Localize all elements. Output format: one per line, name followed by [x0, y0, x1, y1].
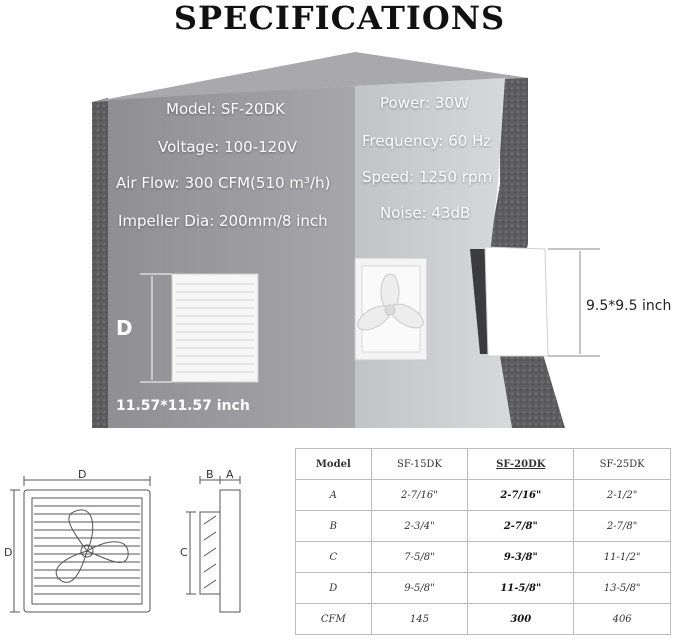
spec-power: Power: 30W: [380, 94, 469, 112]
spec-noise: Noise: 43dB: [380, 204, 471, 222]
table-cell: 2-7/8": [468, 511, 574, 542]
product-illustration: [0, 44, 679, 428]
table-header: SF-15DK: [371, 449, 468, 480]
spec-speed: Speed: 1250 rpm: [362, 168, 493, 186]
table-row: [296, 573, 671, 604]
table-cell: 145: [371, 604, 468, 635]
duct: [485, 247, 548, 356]
table-cell: D: [296, 573, 372, 604]
spec-airflow: Air Flow: 300 CFM(510 m³/h): [116, 174, 331, 192]
side-c-label: C: [180, 546, 188, 559]
front-d-side-label: D: [4, 546, 13, 559]
table-row: [296, 480, 671, 511]
table-cell: 406: [574, 604, 671, 635]
spec-frequency: Frequency: 60 Hz: [362, 132, 492, 150]
technical-section: [0, 428, 679, 640]
side-b-label: B: [206, 468, 214, 481]
table-cell: 7-5/8": [371, 542, 468, 573]
dimensions-table: [295, 448, 671, 635]
duct-size-label: 9.5*9.5 inch: [586, 298, 672, 314]
table-cell: 9-5/8": [371, 573, 468, 604]
page-title: SPECIFICATIONS: [173, 0, 506, 37]
table-cell: 9-3/8": [468, 542, 574, 573]
table-cell: 2-7/16": [468, 480, 574, 511]
table-header-row: [296, 449, 671, 480]
table-cell: 11-5/8": [468, 573, 574, 604]
wall-edge-left: [92, 98, 108, 428]
technical-drawing: [0, 428, 290, 640]
d-dimension-label: D: [116, 316, 133, 340]
table-cell: C: [296, 542, 372, 573]
table-row: [296, 604, 671, 635]
table-cell: 2-7/16": [371, 480, 468, 511]
table-cell: 11-1/2": [574, 542, 671, 573]
table-row: [296, 511, 671, 542]
wall-scene: [0, 44, 679, 428]
louver-grille: [172, 274, 258, 382]
front-size-label: 11.57*11.57 inch: [116, 398, 250, 414]
table-row: [296, 542, 671, 573]
table-cell: 300: [468, 604, 574, 635]
table-header: SF-25DK: [574, 449, 671, 480]
table-cell: CFM: [296, 604, 372, 635]
table-header: SF-20DK: [468, 449, 574, 480]
spec-impeller: Impeller Dia: 200mm/8 inch: [118, 212, 328, 230]
table-cell: A: [296, 480, 372, 511]
table-cell: 2-1/2": [574, 480, 671, 511]
table-header: Model: [296, 449, 372, 480]
side-a-label: A: [226, 468, 234, 481]
table-cell: 2-3/4": [371, 511, 468, 542]
spec-model: Model: SF-20DK: [166, 100, 285, 118]
front-d-label: D: [78, 468, 87, 481]
spec-voltage: Voltage: 100-120V: [158, 138, 298, 156]
table-cell: 13-5/8": [574, 573, 671, 604]
table-cell: B: [296, 511, 372, 542]
table-cell: 2-7/8": [574, 511, 671, 542]
